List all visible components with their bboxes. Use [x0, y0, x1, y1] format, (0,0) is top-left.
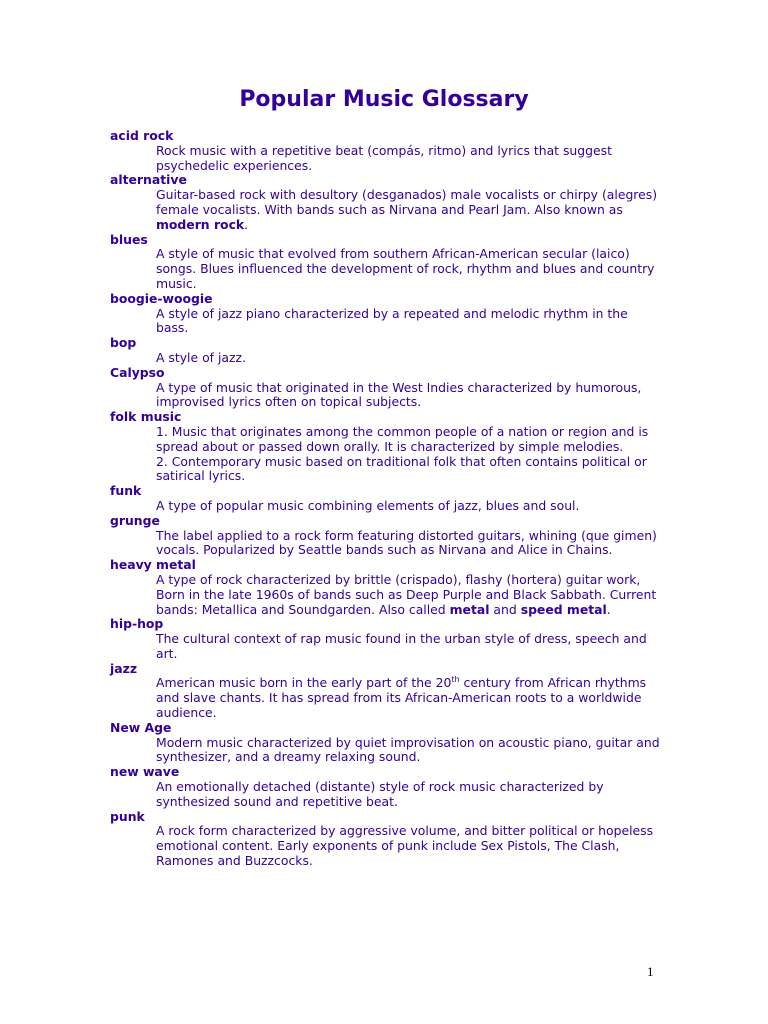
glossary-term: bop	[110, 335, 137, 351]
glossary-term: funk	[110, 483, 142, 499]
definition-text: A style of jazz.	[156, 349, 246, 365]
definition-text: 2. Contemporary music based on traditional folk that often contains political or satirical lyrics.	[156, 453, 647, 484]
glossary-term: New Age	[110, 719, 172, 735]
definition-superscript: th	[451, 675, 460, 685]
glossary-definition	[156, 573, 660, 617]
glossary-definition	[156, 529, 660, 559]
glossary-term: folk music	[110, 409, 182, 425]
glossary-definition	[156, 188, 660, 232]
glossary-definition	[156, 307, 660, 337]
glossary-definition	[156, 455, 660, 485]
definition-text: An emotionally detached (distante) style of rock music characterized by synthesized sound and repetitive beat.	[156, 779, 604, 809]
definition-text: The cultural context of rap music found in the urban style of dress, speech and art.	[156, 631, 647, 661]
glossary-term: Calypso	[110, 364, 165, 380]
glossary-term: alternative	[110, 172, 187, 188]
glossary-term: heavy metal	[110, 557, 196, 573]
glossary-definition	[156, 676, 660, 720]
definition-text: A type of music that originated in the West Indies characterized by humorous, improvised lyrics often on topical subjects.	[156, 379, 642, 410]
glossary-term: grunge	[110, 512, 160, 528]
definition-text: A type of popular music combining elements of jazz, blues and soul.	[156, 497, 580, 513]
definition-text: The label applied to a rock form featuring distorted guitars, whining (que gimen) vocals. Popularized by Seattle bands such as Nirvana and Alice in Chains.	[156, 527, 657, 558]
definition-text: Guitar-based rock with desultory (desganados) male vocalists or chirpy (alegres) female vocalists. With bands such as Nirvana and Pearl Jam. Also known as	[156, 187, 658, 217]
definition-text: 1. Music that originates among the common people of a nation or region and is spread about or passed down orally. It is characterized by simple melodies.	[156, 423, 649, 454]
definition-text: A style of music that evolved from southern African-American secular (laico) songs. Blues influenced the development of rock, rhythm and blues and country music.	[156, 246, 655, 291]
glossary-term: punk	[110, 808, 145, 824]
glossary-list	[110, 129, 660, 869]
glossary-definition	[156, 425, 660, 455]
glossary-definition	[156, 632, 660, 662]
glossary-term: acid rock	[110, 128, 174, 143]
definition-text: A type of rock characterized by brittle (crispado), flashy (hortera) guitar work, Born in the late 1960s of bands such as Deep Purple and Black Sabbath. Current bands: Metallica and Soundgarden. Also called	[156, 571, 657, 617]
definition-text: .	[244, 216, 249, 232]
definition-text: Rock music with a repetitive beat (compás, ritmo) and lyrics that suggest psychedelic experiences.	[156, 142, 612, 173]
definition-text: A rock form characterized by aggressive volume, and bitter political or hopeless emotional content. Early exponents of punk include Sex Pistols, The Clash, Ramones and Buzzcocks.	[156, 823, 654, 869]
glossary-definition	[156, 144, 660, 174]
glossary-term: jazz	[110, 660, 138, 676]
definition-emphasis: metal	[449, 601, 490, 617]
glossary-definition	[156, 736, 660, 766]
glossary-definition	[156, 381, 660, 411]
glossary-term: new wave	[110, 764, 180, 780]
definition-text: Modern music characterized by quiet improvisation on acoustic piano, guitar and synthesizer, and a dreamy relaxing sound.	[156, 734, 660, 765]
page-number: 1	[647, 964, 654, 979]
glossary-definition	[156, 247, 660, 291]
definition-text: century from African rhythms and slave chants. It has spread from its African-American roots to a worldwide audience.	[156, 675, 647, 721]
glossary-term: hip-hop	[110, 616, 164, 632]
glossary-term: blues	[110, 231, 148, 247]
glossary-definition	[156, 780, 660, 810]
glossary-definition	[156, 351, 660, 366]
page-title: Popular Music Glossary	[239, 87, 529, 112]
glossary-definition	[156, 824, 660, 868]
definition-text: A style of jazz piano characterized by a repeated and melodic rhythm in the bass.	[156, 305, 628, 336]
definition-text: American music born in the early part of the 20	[156, 675, 452, 691]
definition-emphasis: modern rock	[156, 216, 245, 232]
definition-text: .	[606, 601, 611, 617]
glossary-term: boogie-woogie	[110, 290, 213, 306]
glossary-definition	[156, 499, 660, 514]
definition-text: and	[489, 601, 521, 617]
definition-emphasis: speed metal	[520, 601, 607, 617]
